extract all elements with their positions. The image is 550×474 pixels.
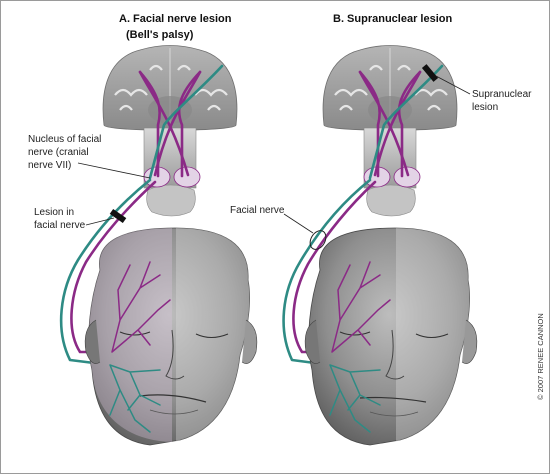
facial-nerve-leader (284, 214, 313, 233)
panel-a-title: A. Facial nerve lesion (119, 13, 232, 25)
supranuclear-label-line2: lesion (472, 102, 499, 113)
supranuclear-label-line1: Supranuclear (472, 89, 532, 100)
facial-nerve-label: Facial nerve (230, 205, 285, 216)
panel-b-title: B. Supranuclear lesion (333, 13, 453, 25)
head-a (85, 228, 257, 445)
lesion-facial-label-line1: Lesion in (34, 207, 75, 218)
lesion-facial-label-line2: facial nerve (34, 220, 86, 231)
panel-a (28, 13, 257, 445)
panel-a-subtitle: (Bell's palsy) (126, 29, 194, 41)
head-b (305, 228, 477, 445)
copyright-text: © 2007 RENEE CANNON (536, 313, 545, 400)
nucleus-label-line1: Nucleus of facial (28, 134, 102, 145)
lesion-facial-leader (86, 218, 114, 225)
nucleus-label-line2: nerve (cranial (28, 147, 89, 158)
panel-b (230, 13, 532, 445)
nucleus-label-line3: nerve VII) (28, 160, 72, 171)
nucleus-leader (78, 163, 150, 178)
